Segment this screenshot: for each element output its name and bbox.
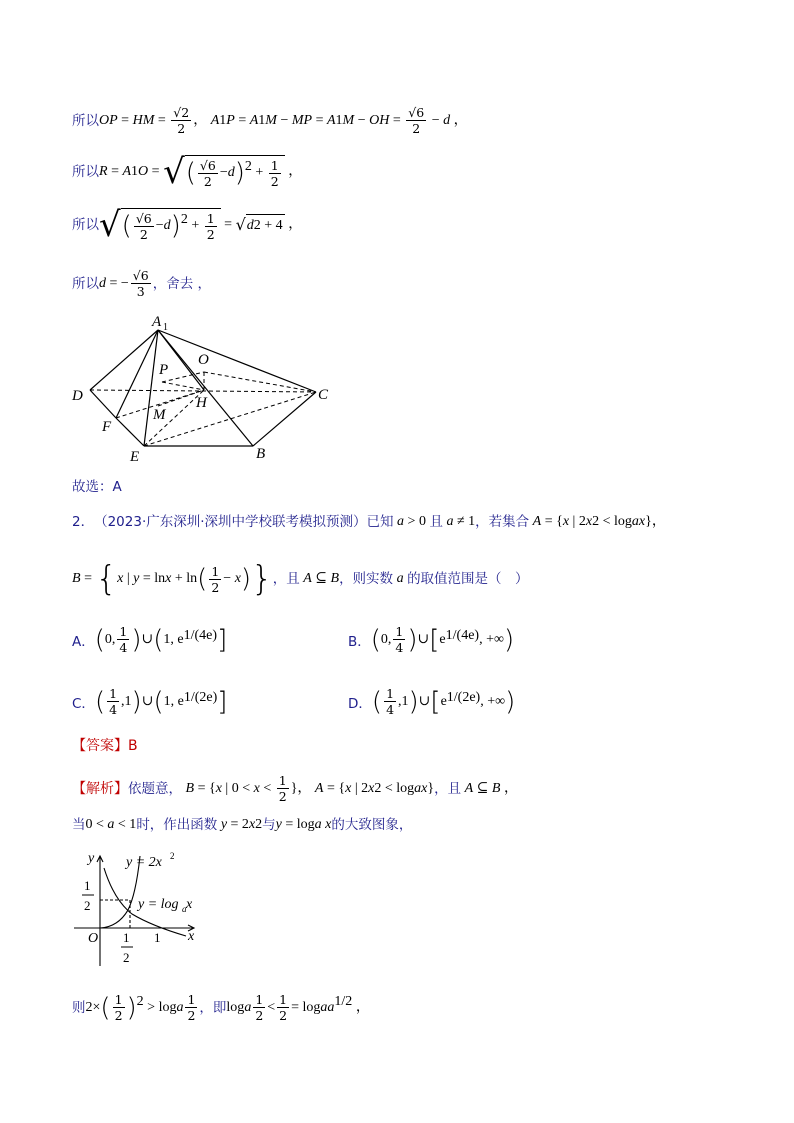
option-label: C． (72, 695, 95, 712)
problem-text: 已知 (366, 514, 394, 530)
choose-text: 故选：A (72, 479, 122, 495)
label-xhalf-num: 1 (123, 930, 130, 945)
line-prefix: 所以 (72, 217, 99, 233)
analysis-line-3: 则 2× ( $\frac{1}{2}$ ) 2 > log a $\frac{1}{2}$ ，即 log a $\frac{1}{2}$ < $\frac{1}{2}$ = log a a 1/2 ， (72, 992, 370, 1023)
problem-text: ，若集合 (475, 514, 530, 530)
problem-2-line-2: B = { x | y = ln x + ln ( $\frac{1}{2}$ − x ) } ，且 A ⊆ B ，则实数 a 的取值范围是（ ） (72, 559, 529, 599)
label-half-num: 1 (84, 878, 91, 893)
solution-line-4: 所以 d = − $\frac{√6}{3}$ ，舍去 ， (72, 268, 212, 299)
line-prefix: 所以 (72, 275, 99, 292)
label-P: P (159, 362, 169, 378)
label-x: x (188, 929, 195, 944)
label-E: E (130, 449, 140, 465)
label-H: H (196, 395, 207, 411)
analysis-text: 依题意， (128, 780, 182, 797)
problem-text: ，且 (272, 571, 300, 587)
label-curve1-sup: 2 (170, 851, 175, 861)
label-xhalf-den: 2 (123, 950, 130, 965)
label-B: B (256, 446, 266, 462)
answer-line (72, 736, 138, 756)
label-D: D (72, 388, 83, 404)
analysis-line-2: 当 0 < a < 1 时，作出函数 y = 2 x 2 与 y = log a x 的大致图象， (72, 817, 413, 833)
label-O: O (88, 931, 99, 946)
label-curve2: y = log (138, 897, 179, 912)
solution-line-2: 所以 R = A 1 O = √ ( $\frac{√6}{2}$ − d ) 2 + $\frac{1}{2}$ ， (72, 152, 303, 192)
analysis-text: 与 (262, 817, 276, 833)
solution-line-1: 所以 OP = HM = $\frac{√2}{2}$ ， A 1 P = A 1 M − MP = A 1 M − OH = $\frac{√6}{2}$ − d ， (72, 105, 468, 136)
answer-label: 【答案】B (72, 738, 138, 754)
function-graph (70, 848, 210, 970)
sqrt-expression: √ ( $\frac{√6}{2}$ − d ) 2 + $\frac{1}{2}$ (163, 155, 285, 189)
pyramid-figure (66, 308, 336, 468)
option-C[interactable]: C． ( $\frac{1}{4}$ ,1 ) ∪ ( 1, e 1/(2e) ] (72, 686, 228, 717)
problem-number: 2． (72, 514, 95, 530)
choose-line (72, 477, 122, 497)
label-F: F (102, 419, 112, 435)
label-O: O (198, 352, 209, 368)
option-B[interactable]: B． ( 0, $\frac{1}{4}$ ) ∪ [ e 1/(4e) , +∞ ) (348, 624, 515, 655)
analysis-text: ，即 (199, 999, 227, 1016)
line-suffix: ，舍去 ， (152, 275, 212, 292)
option-label: D． (348, 695, 372, 712)
problem-text: 的取值范围是（ ） (407, 571, 529, 587)
line-prefix: 所以 (72, 164, 99, 180)
label-half-den: 2 (84, 898, 91, 913)
problem-2-line-1: 2． （2023·广东深圳·深圳中学校联考模拟预测） 已知 a > 0 且 a ≠ 1 ，若集合 A = { x | 2 x 2 < log a x }， (72, 514, 666, 530)
formula-op-hm: OP (99, 112, 118, 128)
analysis-text: 当 (72, 817, 86, 833)
problem-text: 且 (429, 514, 443, 530)
label-curve2-x: x (186, 897, 193, 912)
label-y: y (88, 851, 95, 866)
analysis-text: ，且 (434, 780, 462, 797)
analysis-label: 【解析】 (72, 780, 128, 797)
label-curve2-sub: a (182, 904, 187, 914)
label-one: 1 (154, 930, 161, 945)
option-A[interactable]: A． ( 0, $\frac{1}{4}$ ) ∪ ( 1, e 1/(4e) ] (72, 624, 228, 655)
option-label: A． (72, 633, 95, 650)
label-A1-sub: 1 (163, 322, 168, 333)
option-label: B． (348, 633, 371, 650)
analysis-text: 的大致图象， (331, 817, 413, 833)
analysis-text: 则 (72, 999, 86, 1016)
label-curve1: y = 2x (126, 855, 162, 870)
analysis-text: 时，作出函数 (136, 817, 218, 833)
solution-line-3: 所以 √ ( $\frac{√6}{2}$ − d ) 2 + $\frac{1}{2}$ = √ d 2 + 4 ， (72, 205, 303, 245)
label-M: M (153, 407, 166, 423)
fraction-sqrt2-over-2: $\frac{√2}{2}$ (173, 105, 190, 136)
label-A1: A (152, 314, 162, 330)
label-C: C (318, 387, 329, 403)
analysis-line-1: 【解析】 依题意， B = { x | 0 < x < $\frac{1}{2}$ }， A = { x | 2 x 2 < log a x } ，且 A ⊆ B ， (72, 773, 518, 804)
problem-text: ，则实数 (339, 571, 394, 587)
problem-source: （2023·广东深圳·深圳中学校联考模拟预测） (94, 514, 367, 530)
option-D[interactable]: D． ( $\frac{1}{4}$ ,1 ) ∪ [ e 1/(2e) , +∞ ) (348, 686, 516, 717)
line-prefix: 所以 (72, 112, 99, 129)
